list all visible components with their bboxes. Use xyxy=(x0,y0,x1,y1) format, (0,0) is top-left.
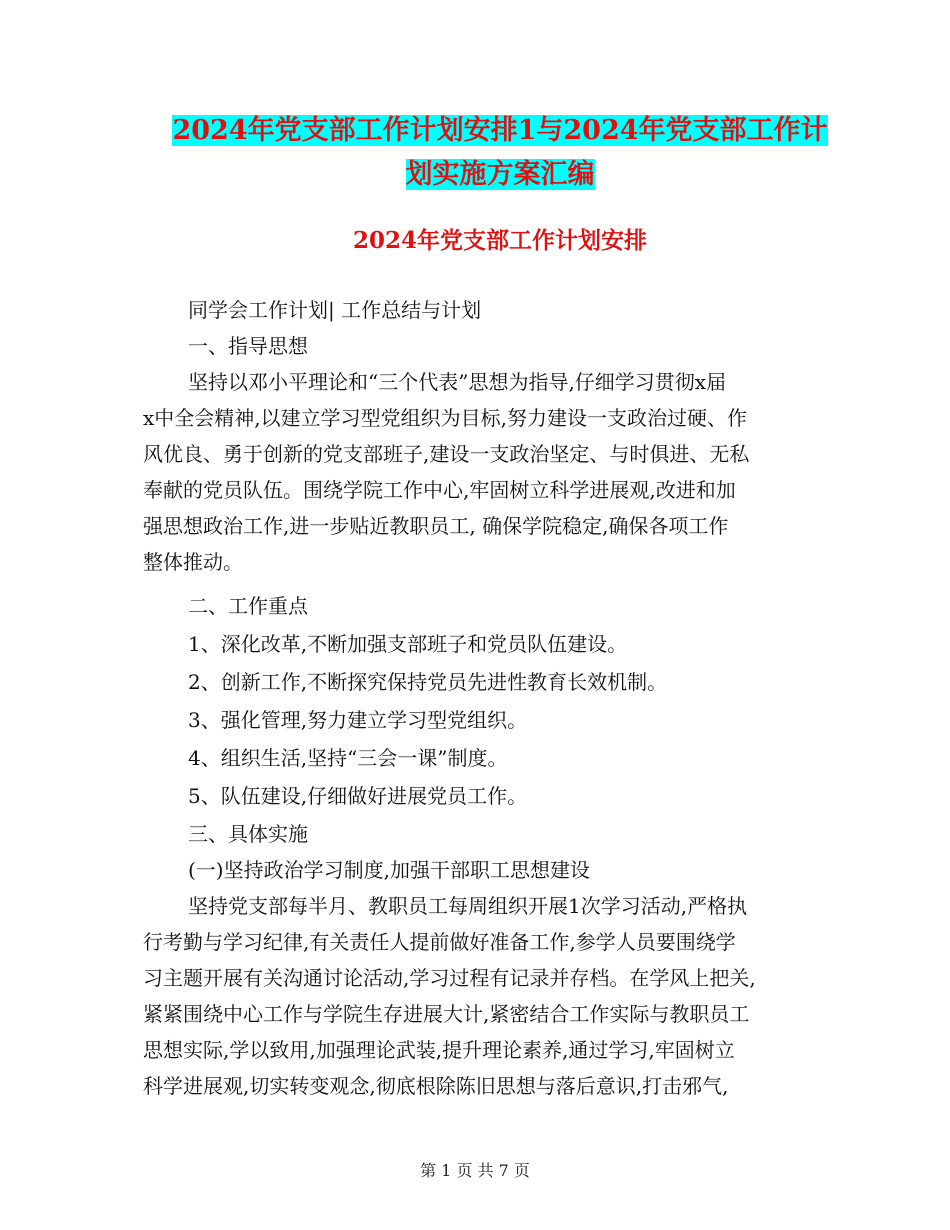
paragraph-line: 坚持党支部每半月、教职员工每周组织开展1次学习活动,严格执 xyxy=(188,894,748,918)
paragraph-line: x中全会精神,以建立学习型党组织为目标,努力建设一支政治过硬、作 xyxy=(143,406,747,430)
heading-work-focus: 二、工作重点 xyxy=(188,594,308,618)
list-item: 3、强化管理,努力建立学习型党组织。 xyxy=(188,708,528,732)
list-item: 5、队伍建设,仔细做好进展党员工作。 xyxy=(188,784,528,808)
list-item: 1、深化改革,不断加强支部班子和党员队伍建设。 xyxy=(188,632,628,656)
paragraph-line: 坚持以邓小平理论和“三个代表”思想为指导,仔细学习贯彻x届 xyxy=(188,370,727,394)
document-title-text-1: 2024年党支部工作计划安排1与2024年党支部工作计 xyxy=(172,115,828,146)
paragraph-line: 奉献的党员队伍。围绕学院工作中心,牢固树立科学进展观,改进和加 xyxy=(143,478,736,502)
paragraph-line: 强思想政治工作,进一步贴近教职员工, 确保学院稳定,确保各项工作 xyxy=(143,514,729,538)
paragraph-line: 习主题开展有关沟通讨论活动,学习过程有记录并存档。在学风上把关, xyxy=(143,966,756,990)
paragraph-line: 同学会工作计划| 工作总结与计划 xyxy=(188,298,482,322)
paragraph-line: 风优良、勇于创新的党支部班子,建设一支政治坚定、与时俱进、无私 xyxy=(143,442,750,466)
heading-guiding-thought: 一、指导思想 xyxy=(188,334,308,358)
paragraph-line: 紧紧围绕中心工作与学院生存进展大计,紧密结合工作实际与教职员工 xyxy=(143,1002,750,1026)
section-title: 2024年党支部工作计划安排 xyxy=(352,227,647,254)
paragraph-line: 科学进展观,切实转变观念,彻底根除陈旧思想与落后意识,打击邪气, xyxy=(143,1074,729,1098)
list-item: 2、创新工作,不断探究保持党员先进性教育长效机制。 xyxy=(188,670,668,694)
paragraph-line: 思想实际,学以致用,加强理论武装,提升理论素养,通过学习,牢固树立 xyxy=(143,1038,735,1062)
paragraph-line: 行考勤与学习纪律,有关责任人提前做好准备工作,参学人员要围绕学 xyxy=(143,930,736,954)
document-title-text-2: 划实施方案汇编 xyxy=(405,159,595,190)
paragraph-line: 整体推动。 xyxy=(143,550,243,574)
document-title-line-1 xyxy=(140,114,860,148)
subheading: (一)坚持政治学习制度,加强干部职工思想建设 xyxy=(188,858,590,882)
page-footer: 第 1 页 共 7 页 xyxy=(420,1161,530,1180)
heading-implementation: 三、具体实施 xyxy=(188,822,308,846)
list-item: 4、组织生活,坚持“三会一课”制度。 xyxy=(188,746,508,770)
document-title-line-2 xyxy=(140,158,860,192)
